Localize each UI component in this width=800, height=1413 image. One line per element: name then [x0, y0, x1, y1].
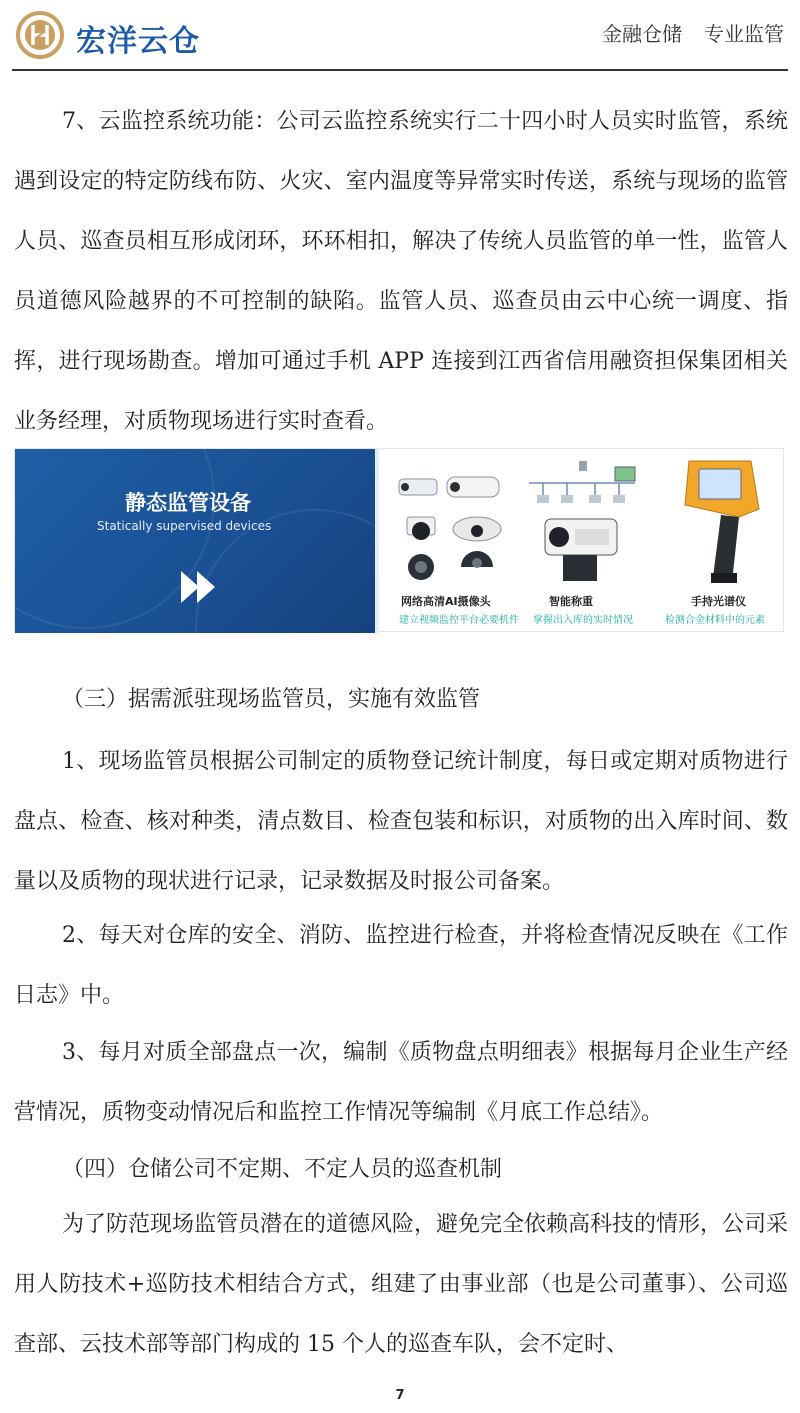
page-header — [0, 0, 800, 72]
device-spectrometer — [655, 455, 781, 629]
paragraph-item-2: 2、每天对仓库的安全、消防、监控进行检查，并将检查情况反映在《工作日志》中。 — [14, 923, 788, 1008]
device-caption: 智能称重 — [549, 595, 593, 608]
device-caption: 手持光谱仪 — [691, 595, 746, 608]
banner-divider — [375, 449, 379, 633]
banner-intro-panel — [15, 449, 375, 633]
paragraph-cloud-monitoring: 7、云监控系统功能：公司云监控系统实行二十四小时人员实时监管，系统遇到设定的特定防线布防、火灾、室内温度等异常实时传送，系统与现场的监管人员、巡查员相互形成闭环，环环相扣，解决了传统人员监管的单一性，监管人员道德风险越界的不可控制的缺陷。监管人员、巡查员由云中心统一调度、指挥，进行现场勘查。增加可通过手机 APP 连接到江西省信用融资担保集团相关业务经理，对质物现场进行实时查看。 — [14, 109, 788, 434]
device-caption: 网络高清AI摄像头 — [401, 595, 491, 608]
paragraph-item-1: 1、现场监管员根据公司制定的质物登记统计制度，每日或定期对质物进行盘点、检查、核对种类，清点数目、检查包装和标识，对质物的出入库时间、数量以及质物的现状进行记录，记录数据及时报公司备案。 — [14, 749, 788, 894]
tagline-professional-supervision: 专业监管 — [704, 22, 784, 46]
banner-title: 静态监管设备 — [125, 491, 251, 515]
device-description: 建立视频监控平台必要机件 — [399, 615, 519, 626]
camera-group-icon — [391, 459, 511, 587]
weighing-scale-icon — [523, 459, 643, 587]
device-description: 检测合金材料中的元素 — [665, 615, 765, 626]
logo-icon — [16, 11, 64, 59]
device-description: 掌握出入库的实时情况 — [533, 615, 633, 626]
spectrometer-icon — [655, 455, 781, 587]
page-number: 7 — [395, 1388, 405, 1403]
brand-name: 宏洋云仓 — [76, 24, 200, 59]
device-smart-scale — [523, 459, 643, 629]
header-divider — [12, 69, 788, 71]
tagline-finance-storage: 金融仓储 — [602, 22, 682, 46]
devices-banner — [14, 448, 784, 632]
device-ai-camera — [391, 459, 519, 629]
header-taglines — [602, 18, 784, 47]
section-heading-4: （四）仓储公司不定期、不定人员的巡查机制 — [62, 1157, 503, 1182]
section-heading-3: （三）据需派驻现场监管员，实施有效监管 — [62, 687, 481, 712]
paragraph-inspection: 为了防范现场监管员潜在的道德风险，避免完全依赖高科技的情形，公司采用人防技术+巡防技术相结合方式，组建了由事业部（也是公司董事）、公司巡查部、云技术部等部门构成的 15 个人的巡查车队，会不定时、 — [14, 1212, 789, 1357]
paragraph-item-3: 3、每月对质全部盘点一次，编制《质物盘点明细表》根据每月企业生产经营情况，质物变动情况后和监控工作情况等编制《月底工作总结》。 — [14, 1040, 788, 1125]
fast-forward-icon — [177, 567, 221, 607]
banner-subtitle: Statically supervised devices — [97, 519, 272, 533]
